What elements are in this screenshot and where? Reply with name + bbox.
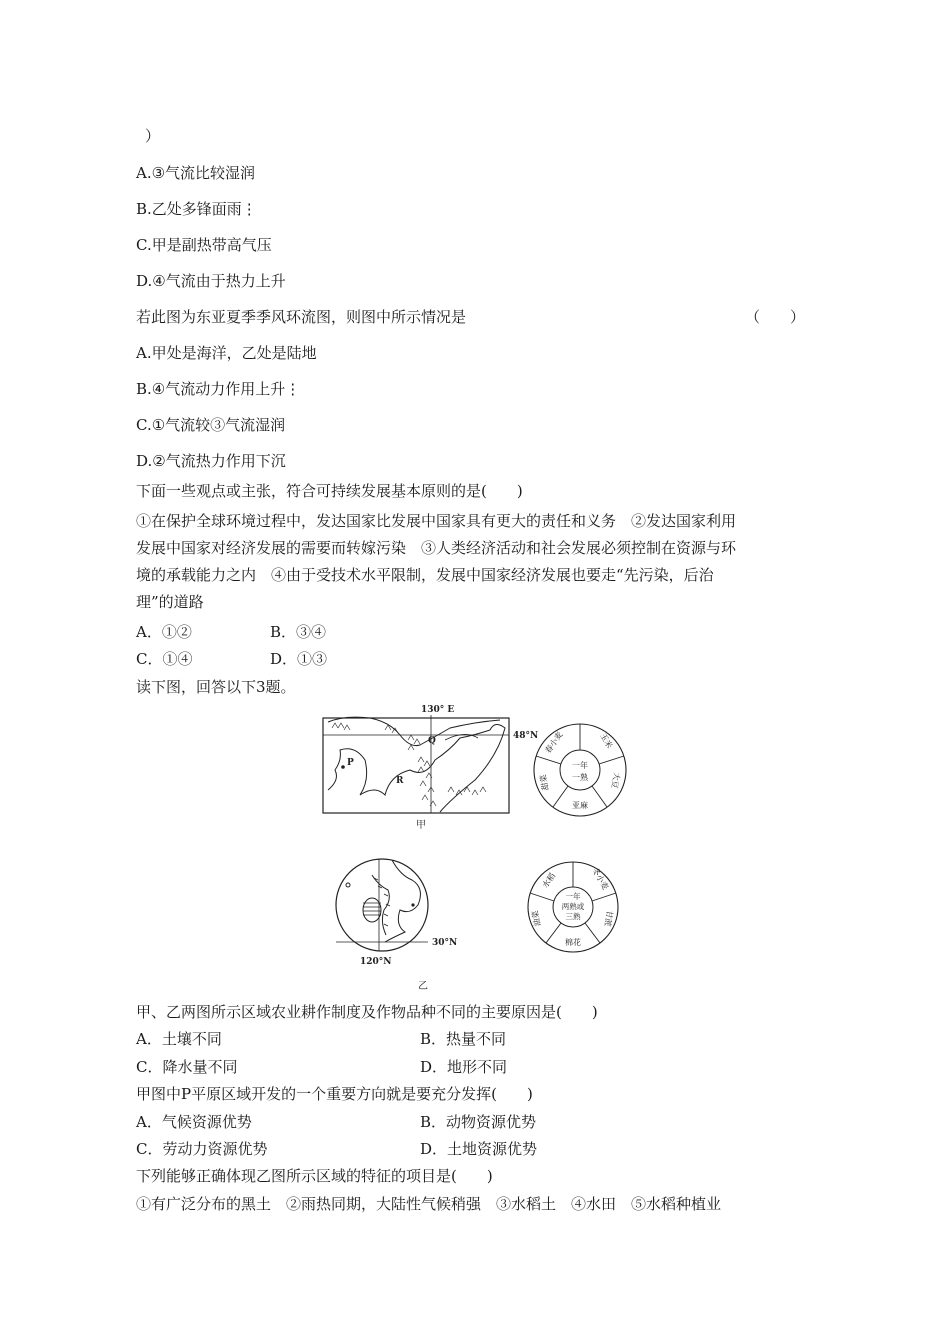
- monsoon-option-d: D.②气流热力作用下沉: [136, 452, 286, 470]
- wheel-yi-crop-5: 甘蔗: [602, 909, 615, 928]
- prev-option-b: B.乙处多锋面雨⋮: [136, 200, 257, 218]
- sustain-line-4: 理”的道路: [136, 593, 204, 611]
- wheel-jia-center-2: 一熟: [572, 773, 588, 782]
- wheel-yi-crop-3: 油菜: [530, 909, 543, 928]
- map-yi-longitude: 120°N: [360, 957, 392, 967]
- wheel-jia-crop-1: 春小麦: [543, 730, 565, 755]
- wheel-jia-center-1: 一年: [572, 761, 588, 770]
- crop-wheel-yi: [528, 862, 618, 952]
- crop-wheel-jia: [534, 724, 626, 816]
- wheel-yi-center-3: 三熟: [565, 912, 581, 921]
- map-yi-latitude: 30°N: [432, 938, 458, 948]
- q2-option-c: C．劳动力资源优势: [136, 1140, 268, 1158]
- paren-close: ）: [145, 127, 161, 145]
- figure-intro: 读下图，回答以下3题。: [136, 678, 296, 696]
- sustain-line-2: 发展中国家对经济发展的需要而转嫁污染 ③人类经济活动和社会发展必须控制在资源与环: [136, 539, 737, 557]
- map-jia-caption: 甲: [416, 820, 426, 831]
- prev-option-a: A.③气流比较湿润: [136, 164, 256, 182]
- wheel-jia-crop-2: 玉米: [598, 731, 615, 750]
- sustain-option-c: C．①④: [136, 650, 193, 668]
- monsoon-option-b: B.④气流动力作用上升⋮: [136, 380, 301, 398]
- map-point-r: R: [396, 776, 404, 786]
- map-point-p: P: [347, 758, 354, 768]
- map-point-q: Q: [428, 736, 436, 746]
- q3-stem: 下列能够正确体现乙图所示区域的特征的项目是( ): [136, 1167, 493, 1185]
- sustain-line-1: ①在保护全球环境过程中，发达国家比发展中国家具有更大的责任和义务 ②发达国家利用: [136, 512, 737, 530]
- wheel-jia-crop-3: 大豆: [609, 771, 622, 790]
- q1-option-b: B．热量不同: [420, 1030, 507, 1048]
- monsoon-option-a: A.甲处是海洋，乙处是陆地: [136, 344, 317, 362]
- sustain-option-d: D．①③: [270, 650, 328, 668]
- q1-stem: 甲、乙两图所示区域农业耕作制度及作物品种不同的主要原因是( ): [136, 1003, 598, 1021]
- wheel-yi-crop-1: 水稻: [540, 871, 558, 890]
- q3-items: ①有广泛分布的黑土 ②雨热同期，大陆性气候稍强 ③水稻土 ④水田 ⑤水稻种植业: [136, 1195, 722, 1213]
- q1-option-a: A．土壤不同: [136, 1030, 222, 1048]
- wheel-yi-center-2: 两熟或: [561, 902, 585, 911]
- wheel-yi-center-1: 一年: [565, 892, 581, 901]
- wheel-jia-crop-5: 甜菜: [538, 773, 551, 792]
- sustain-option-a: A．①②: [136, 623, 192, 641]
- q2-option-b: B．动物资源优势: [420, 1113, 537, 1131]
- monsoon-option-c: C.①气流较③气流湿润: [136, 416, 286, 434]
- map-jia-latitude: 48°N: [513, 731, 539, 741]
- sustain-line-3: 境的承载能力之内 ④由于受技术水平限制，发展中国家经济发展也要走“先污染，后治: [136, 566, 714, 584]
- agriculture-figure: [300, 700, 640, 995]
- map-yi: [336, 859, 457, 992]
- wheel-yi-crop-4: 棉花: [565, 938, 581, 947]
- map-jia-longitude: 130° E: [421, 705, 455, 715]
- q1-option-c: C．降水量不同: [136, 1058, 238, 1076]
- sustain-question-stem: 下面一些观点或主张，符合可持续发展基本原则的是( ): [136, 482, 523, 500]
- monsoon-question-stem: 若此图为东亚夏季季风环流图，则图中所示情况是: [136, 308, 467, 326]
- map-jia: [323, 705, 538, 831]
- map-yi-caption: 乙: [418, 981, 428, 992]
- monsoon-answer-paren: （ ）: [745, 308, 806, 326]
- q2-stem: 甲图中P平原区域开发的一个重要方向就是要充分发挥( ): [136, 1085, 533, 1103]
- sustain-option-b: B．③④: [270, 623, 327, 641]
- prev-option-d: D.④气流由于热力上升: [136, 272, 286, 290]
- q1-option-d: D．地形不同: [420, 1058, 508, 1076]
- prev-option-c: C.甲是副热带高气压: [136, 236, 272, 254]
- wheel-yi-crop-2: 冬小麦: [590, 866, 611, 892]
- wheel-jia-crop-4: 亚麻: [572, 801, 588, 810]
- q2-option-a: A．气候资源优势: [136, 1113, 252, 1131]
- q2-option-d: D．土地资源优势: [420, 1140, 538, 1158]
- sustain-statements: [136, 508, 820, 616]
